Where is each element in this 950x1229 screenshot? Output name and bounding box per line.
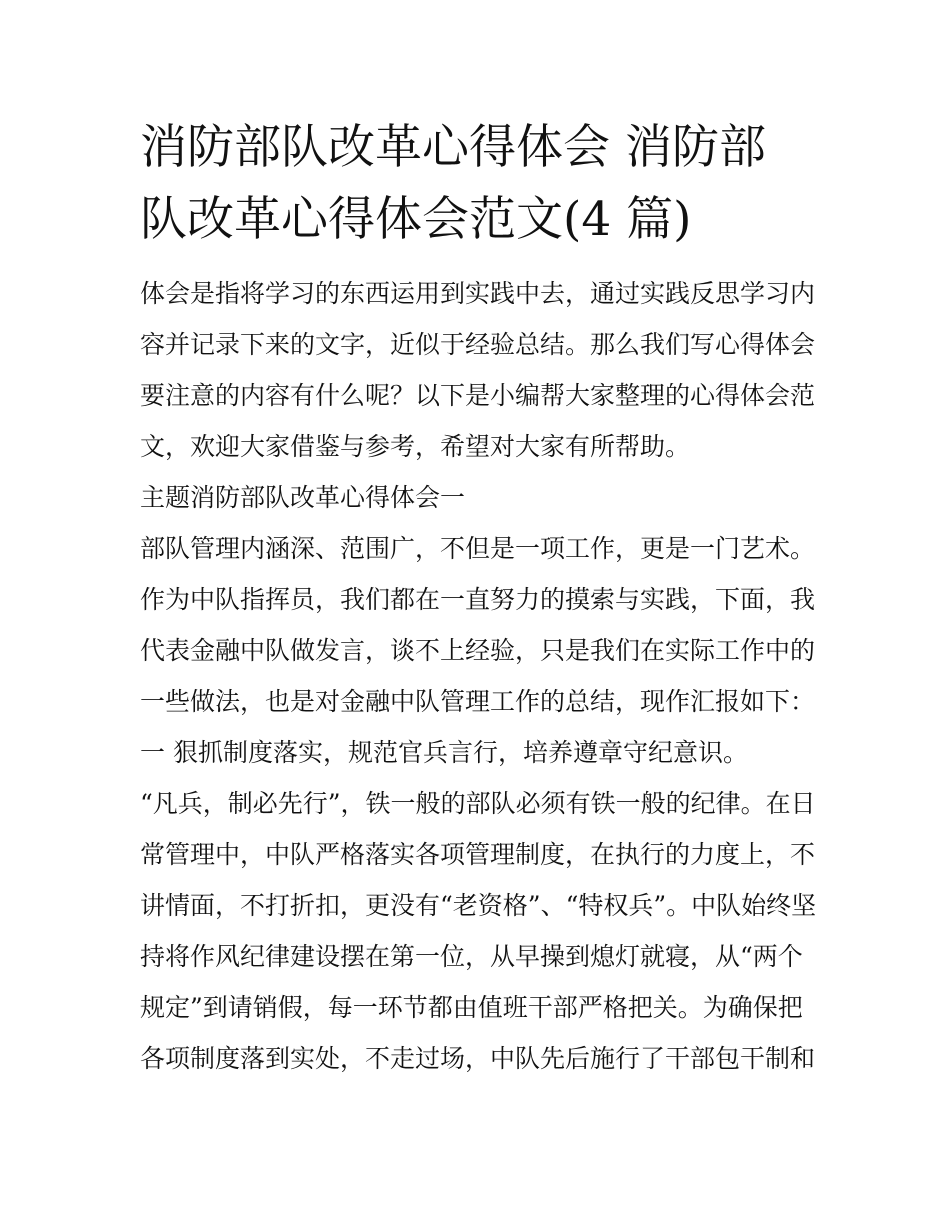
subsection-heading: 一 狠抓制度落实，规范官兵言行，培养遵章守纪意识。 [140, 738, 748, 767]
body-line: 部队管理内涵深、范围广，不但是一项工作，更是一门艺术。 [140, 534, 816, 563]
body-line: 规定”到请销假，每一环节都由值班干部严格把关。为确保把 [140, 993, 803, 1022]
body-line: 常管理中，中队严格落实各项管理制度，在执行的力度上，不 [140, 840, 816, 869]
body-line: “凡兵，制必先行”，铁一般的部队必须有铁一般的纪律。在日 [140, 789, 816, 818]
document-body [140, 268, 817, 1084]
body-line: 各项制度落到实处，不走过场，中队先后施行了干部包干制和 [140, 1044, 816, 1073]
document-title: 消防部队改革心得体会 消防部队改革心得体会范文(4 篇) [140, 120, 766, 247]
body-line: 代表金融中队做发言，谈不上经验，只是我们在实际工作中的 [140, 636, 816, 665]
document-page [140, 112, 817, 1084]
body-line: 要注意的内容有什么呢？以下是小编帮大家整理的心得体会范 [140, 381, 816, 410]
body-line: 文，欢迎大家借鉴与参考，希望对大家有所帮助。 [140, 432, 691, 461]
section-heading: 主题消防部队改革心得体会一 [140, 483, 466, 512]
body-line: 讲情面，不打折扣，更没有“老资格”、“特权兵”。中队始终坚 [140, 891, 817, 920]
body-line: 作为中队指挥员，我们都在一直努力的摸索与实践，下面，我 [140, 585, 816, 614]
body-line: 一些做法，也是对金融中队管理工作的总结，现作汇报如下： [140, 687, 816, 716]
body-line: 体会是指将学习的东西运用到实践中去，通过实践反思学习内 [140, 279, 816, 308]
body-line: 持将作风纪律建设摆在第一位，从早操到熄灯就寝，从“两个 [140, 942, 803, 971]
body-line: 容并记录下来的文字，近似于经验总结。那么我们写心得体会 [140, 330, 816, 359]
